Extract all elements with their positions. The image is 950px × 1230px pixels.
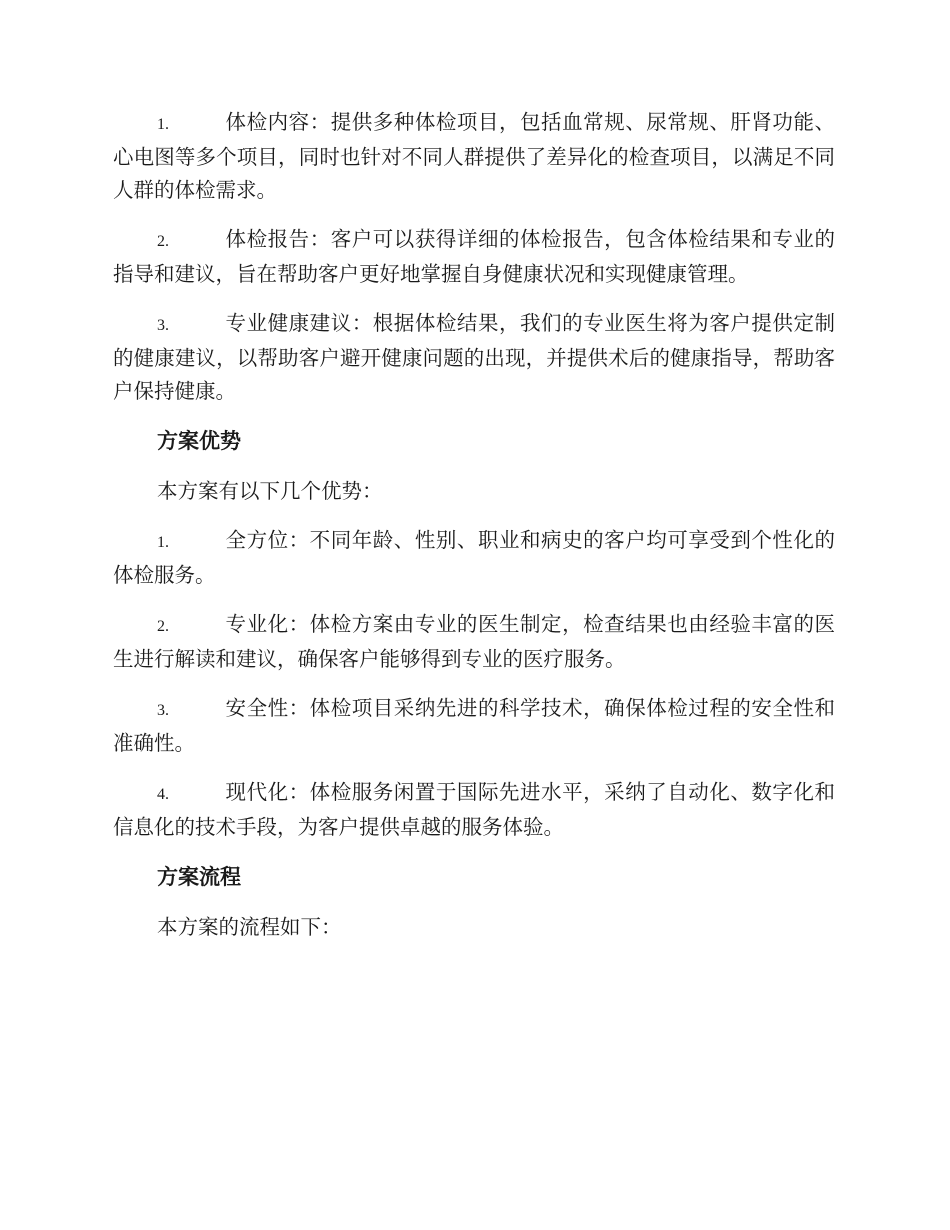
section-heading-advantages: 方案优势 xyxy=(157,428,241,453)
list-item xyxy=(113,776,835,844)
document-page xyxy=(113,106,835,960)
list-item xyxy=(113,608,835,676)
list-number: 4. xyxy=(157,786,169,803)
list-item xyxy=(113,692,835,760)
list-number: 2. xyxy=(157,618,169,635)
list-text: 全方位：不同年龄、性别、职业和病史的客户均可享受到个性化的体检服务。 xyxy=(113,528,835,587)
list-item xyxy=(113,106,835,207)
list-text: 体检报告：客户可以获得详细的体检报告，包含体检结果和专业的指导和建议，旨在帮助客户更好地掌握自身健康状况和实现健康管理。 xyxy=(113,227,835,286)
list-text: 体检内容：提供多种体检项目，包括血常规、尿常规、肝肾功能、心电图等多个项目，同时也针对不同人群提供了差异化的检查项目，以满足不同人群的体检需求。 xyxy=(113,110,835,202)
list-number: 2. xyxy=(157,233,169,250)
section-heading-process: 方案流程 xyxy=(157,864,241,889)
list-item xyxy=(113,223,835,291)
list-number: 3. xyxy=(157,317,169,334)
list-text: 专业健康建议：根据体检结果，我们的专业医生将为客户提供定制的健康建议，以帮助客户避开健康问题的出现，并提供术后的健康指导，帮助客户保持健康。 xyxy=(113,311,835,403)
list-number: 1. xyxy=(157,534,169,551)
list-item xyxy=(113,307,835,408)
list-number: 3. xyxy=(157,702,169,719)
section-intro: 本方案有以下几个优势： xyxy=(157,479,383,503)
list-text: 安全性：体检项目采纳先进的科学技术，确保体检过程的安全性和准确性。 xyxy=(113,696,835,755)
list-text: 专业化：体检方案由专业的医生制定，检查结果也由经验丰富的医生进行解读和建议，确保客户能够得到专业的医疗服务。 xyxy=(113,612,835,671)
list-text: 现代化：体检服务闲置于国际先进水平，采纳了自动化、数字化和信息化的技术手段，为客户提供卓越的服务体验。 xyxy=(113,780,835,839)
list-number: 1. xyxy=(157,116,169,133)
list-item xyxy=(113,524,835,592)
section-intro: 本方案的流程如下： xyxy=(157,915,342,939)
